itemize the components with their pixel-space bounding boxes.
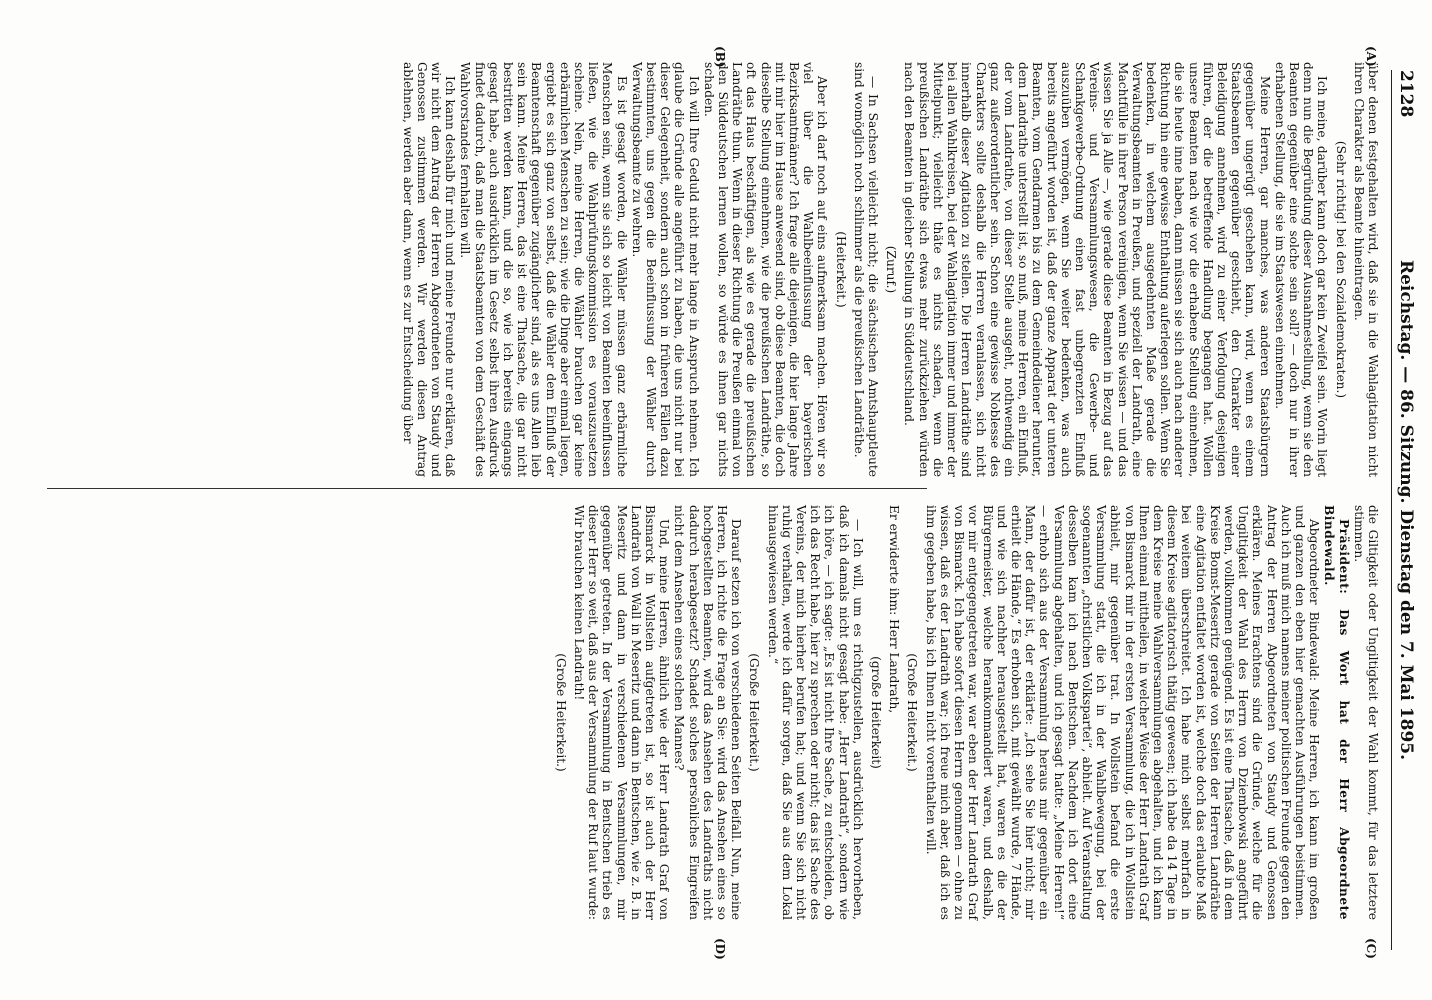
paragraph: Es ist gesagt worden, die Wähler müssen ganz erbärmliche Menschen sein, wenn sie sich so leicht von Beamten beeinflussen ließen, wie die Wahlprüfungskommission es vorauszusetzen scheine. Nein, meine Herren, die Wähler brauchen gar keine erbärmlichen Menschen zu sein; wie die Dinge aber einmal liegen, ergiebt es sich ganz von selbst, daß die Wähler dem Einfluß der Beamtenschaft gegenüber zugänglicher sind, als es uns Allen lieb sein kann. Meine Herren, das ist eine Thatsache, die gar nicht bestritten werden kann, und die so, wie ich bereits eingangs gesagt habe, auch ausdrücklich im Gesetz selbst ihren Ausdruck findet dadurch, daß man die Staatsbeamten von dem Geschäft des Wahlvorstandes fernhalten will. — [458, 62, 629, 477]
interjection: (Große Heiterkeit.) — [553, 653, 568, 772]
paragraph: Abgeordneter Bindewald: Meine Herren, ich kann im großen und ganzen den eben hier gemachten Ausführungen beistimmen. Auch ich muß mich namens meiner politischen Freunde gegen den Antrag der Herren Abgeordneten von Staudy und Genossen erklären. Meines Erachtens sind die Gründe, welche für die Ungiltigkeit der Wahl des Herrn von Dziembowski angeführt werden, vollkommen genügend. Es ist eine Thatsache, daß in dem Kreise Bomst-Meseritz gerade von Seiten der Herren Landräthe eine Agitation entfaltet worden ist, welche doch das erlaubte Maß bei weitem überschreitet. Ich habe mich selbst mehrfach in diesem Kreise agitatorisch thätig gewesen; ich habe da 14 Tage in dem Kreise meine Wahlversammlungen abgehalten, und ich kann Ihnen einmal mittheilen, in welcher Weise der Herr Landrath Graf von Bismarck mir in der ersten Versammlung, die ich in Wollstein abhielt, mir gegenüber trat. In Wollstein befand die erste Versammlung statt, die ich in der Wahlbewegung, bei der sogenannten „christlichen Volkspartei“, abhielt. Auf Veranstaltung desselben kam ich nach Bentschen. Nachdem ich dort eine Versammlung abgehalten, und ich gesagt hatte: „Meine Herren!“ — erhob sich aus der Versammlung heraus mir gegenüber ein Mann, der dafür ist, der erklärte: „Ich sehe Sie hier nicht; mir erhielt die Hände,“ Es erhoben sich, mit gewählt wurde, 7 Hände, und wie sich nachher herausgestellt hat, waren es die der Bürgermeister, welche herankommandiert waren, und deshalb, vor mir entgegengetreten war, war eben der Herr Landrath Graf von Bismarck. Ich habe sofort diesen Herrn genommen — ohne zu wissen, daß es der Landrath war; ich freue mich aber, daß ich es ihm gegeben habe, bis ich Ihnen nicht vorenthalten will. — [923, 505, 1322, 920]
interjection: (Große Heiterkeit.) — [747, 653, 762, 772]
paragraph: Und, meine Herren, ähnlich wie der Herr Landrath Graf von Bismarck in Wollstein aufgetreten ist, so ist auch der Herr Landrath von Wall in Meseritz und dann in Bentschen, wie z. B. in Meseritz und dann in verschiedenen Versammlungen, mir gegenüber getreten. In der Versammlung in Bentschen trieb es dieser Herr so weit, daß aus der Versammlung der Ruf laut wurde: Wir brauchen keinen Landrath! — [572, 505, 672, 920]
interjection: (große Heiterkeit) — [869, 656, 884, 769]
paragraph: Meine Herren, gar manches, was anderen Staatsbürgern gegenüber ungerügt geschehen kann, wird, wenn es einem Staatsbeamten gegenüber geschieht, den Charakter einer Beleidigung annehmen, wird zu einer Verfolgung desjenigen führen, der die betreffende Handlung begangen hat. Wollen unsere Beamten nach wie vor die erhabene Stellung einnehmen, die sie heute inne haben, dann müssen sie sich auch nach anderer Richtung hin eine gewisse Enthaltung auferlegen sollen. Wenn Sie bedenken, in welchem ausgedehnten Maße gerade die Verwaltungsbeamten in Preußen, und speziell der Landrath, eine Machtfülle in ihrer Person vereinigen, wenn Sie wissen — und das wissen Sie ja Alle —, wie gerade diese Beamten in Bezug auf das Vereins- und Versammlungswesen, die Gewerbe- und Schankgewerbe-Ordnung einen fast unbegrenzten Einfluß auszuüben vermögen, wenn Sie weiter bedenken, was auch bereits angeführt worden ist, daß der ganze Apparat der unteren Beamten, vom Gendarmen bis zu dem Gemeindediener herunter, dem Landrathe unterstellt ist, so muß, meine Herren, ein Einfluß, der vom Landrathe, von dieser Stelle ausgeht, nothwendig ein ganz außerordentlicher sein. Schon eine gewisse Noblesse des Charakters sollte deshalb die Herren veranlassen, sich nicht innerhalb dieser Agitation zu stellen. Die Herren Landräthe sind bei allen Wahlkreisen, bei der Wahlagitation immer und immer der Mittelpunkt; vielleicht thäte es nichts schaden, wenn die preußischen Landräthe sich etwas mehr zurückziehen würden nach den Beamten in gleicher Stellung in Süddeutschland. — [902, 62, 1272, 477]
right-text-column — [550, 505, 1380, 920]
interjection: (Große Heiterkeit.) — [905, 653, 920, 772]
left-text-column — [399, 62, 1380, 477]
paragraph: über denen festgehalten wird, daß sie in die Wahlagitation nicht ihren Charakter als Beamte hineintragen. — [1351, 62, 1380, 477]
margin-mark-c: (C) — [1364, 938, 1378, 959]
paragraph: Ich will Ihre Geduld nicht mehr lange in Anspruch nehmen. Ich glaube die Gründe alle angeführt zu haben, die uns nicht nur bei dieser Gelegenheit, sondern auch schon in früheren Fällen dazu bestimmten, uns gegen die Beeinflussung der Wähler durch Verwaltungsbeamte zu wehren. — [629, 62, 701, 477]
margin-mark-d: (D) — [713, 938, 727, 960]
page-header — [1391, 70, 1420, 950]
margin-mark-a: (A) — [1364, 46, 1378, 67]
interjection: (Zuruf.) — [884, 245, 899, 294]
interjection: (Sehr richtig! bei den Sozialdemokraten.) — [1333, 140, 1348, 399]
paragraph: Ich kann deshalb für mich und meine Freunde nur erklären, daß wir nicht dem Antrag der Herren Abgeordneten von Staudy und Genossen zustimmen werden. Wir werden diesen Antrag ablehnen, werden aber dann, wenn es zur Entscheidung über — [400, 62, 458, 477]
paragraph: Aber ich darf noch auf eins aufmerksam machen. Hören wir so viel über die Wahlbeeinflussung der bayerischen Bezirksamtmänner? Ich frage alle diejenigen, die hier lange Jahre mit mir hier im Hause anwesend sind, ob diese Beamten, die doch dieselbe Stellung einnehmen, wie die preußischen Landräthe, so oft das Haus beschäftigen, als wie es gerade die preußischen Landräthe thun. Wenn in dieser Richtung die Preußen einmal von den Süddeutschen lernen wollen, so würde es ihnen gar nichts schaden. — [701, 62, 830, 477]
column-divider — [47, 488, 927, 489]
page-number: 2128 — [1396, 70, 1416, 118]
paragraph: Er erwiderte ihm: Herr Landrath, — [887, 505, 902, 714]
paragraph: die Giltigkeit oder Ungiltigkeit der Wahl kommt, für das letztere stimmen. — [1351, 505, 1380, 920]
interjection: (Heiterkeit.) — [833, 231, 848, 308]
speaker-paragraph: Präsident: Das Wort hat der Herr Abgeordnete Bindewald. — [1322, 505, 1351, 920]
page-title: Reichstag. — 86. Sitzung. Dienstag den 7. Mai 1895. — [1396, 259, 1416, 761]
margin-mark-b: (B) — [713, 46, 727, 68]
paragraph: Ich meine, darüber kann doch gar kein Zweifel sein. Worin liegt denn nun die Begründung dieser Ausnahmestellung, wenn sie den Beamten gegenüber eine solche sein soll? — doch nur in ihrer erhabenen Stellung, die sie im Staatswesen einnehmen. — [1272, 62, 1330, 477]
paragraph: — Ich will, um es richtigzustellen, ausdrücklich hervorheben, daß ich damals nicht gesagt habe: „Herr Landrath“, sondern wie ich höre, — ich sagte: „Es ist nicht Ihre Sache, zu entscheiden, ob ich das Recht habe, hier zu sprechen oder nicht; das ist Sache des Vereins, der mich hierher berufen hat; und wenn Sie sich nicht ruhig verhalten, werde ich dafür sorgen, daß Sie aus dem Lokal hinausgewiesen werden.“ — [765, 505, 865, 920]
paragraph: Darauf setzen ich von verschiedenen Seiten Beifall. Nun, meine Herren, ich richte die Frage an Sie: wird das Ansehen eines so hochgestellten Beamten, wird das Ansehen des Landraths nicht dadurch herabgesetzt? Schadet solches persönliches Eingreifen nicht dem Ansehen eines solchen Mannes? — [672, 505, 744, 920]
paragraph: — In Sachsen vielleicht nicht; die sächsischen Amtshauptleute sind womöglich noch schlimmer als die preußischen Landräthe. — [851, 62, 881, 477]
